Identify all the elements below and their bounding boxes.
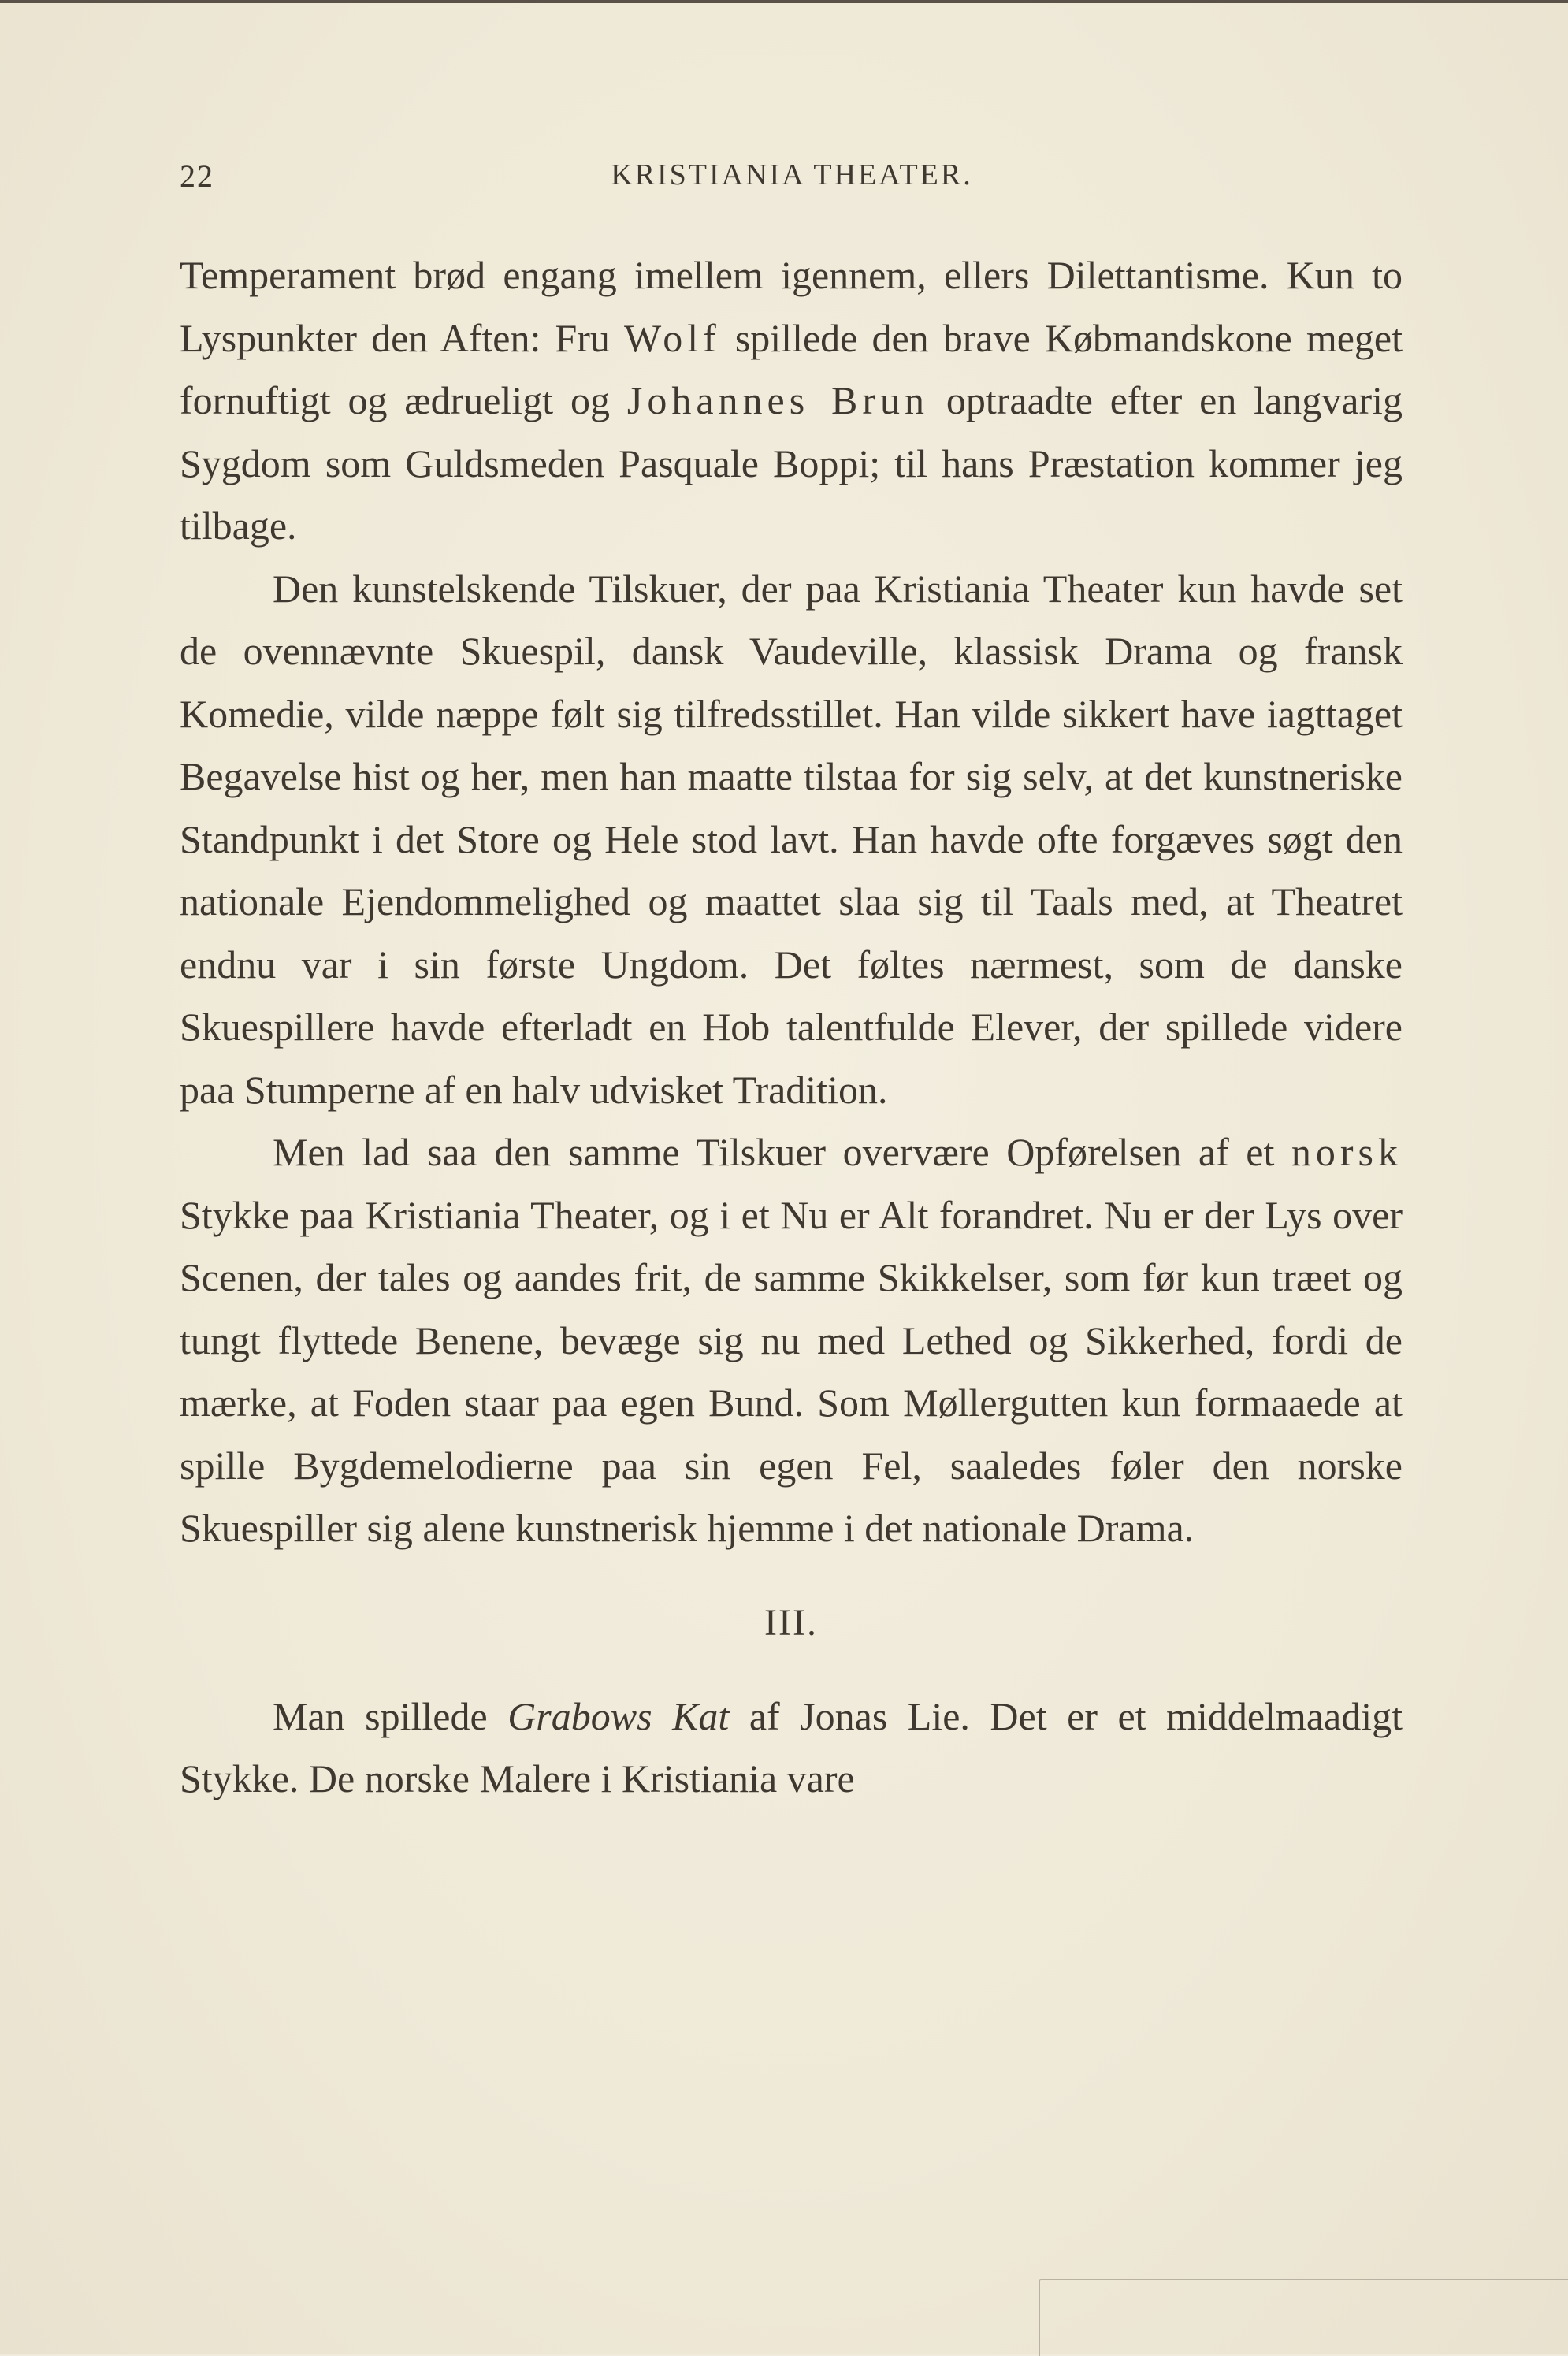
body-text bbox=[180, 244, 1403, 1811]
play-title: Grabows Kat bbox=[507, 1693, 730, 1738]
paragraph-3 bbox=[180, 1121, 1403, 1560]
paragraph-2: Den kunstelskende Tilskuer, der paa Kristiania Theater kun havde set de ovennævnte Skuespil, dansk Vaudeville, klassisk Drama og fransk Komedie, vilde næppe følt sig tilfredsstillet. Han vilde sikkert have iagttaget Begavelse hist og her, men han maatte tilstaa for sig selv, at det kunstneriske Standpunkt i det Store og Hele stod lavt. Han havde ofte forgæves søgt den nationale Ejendommelighed og maattet slaa sig til Taals med, at Theatret endnu var i sin første Ungdom. Det føltes nærmest, som de danske Skuespillere havde efterladt en Hob talentfulde Elever, der spillede videre paa Stumperne af en halv udvisket Tradition. bbox=[180, 566, 1403, 1112]
scan-edge-mark bbox=[1039, 2279, 1568, 2356]
page-top-edge bbox=[0, 0, 1568, 3]
running-head: KRISTIANIA THEATER. bbox=[611, 158, 973, 191]
emphasis-norsk: norsk bbox=[1291, 1130, 1403, 1174]
name-wolf: Wolf bbox=[624, 315, 721, 360]
paragraph-3-text-a: Men lad saa den samme Tilskuer overvære Opførelsen af et bbox=[273, 1130, 1291, 1174]
paragraph-1-text-b: spillede den brave Købmandskone meget fornuftigt og ædrueligt og bbox=[180, 315, 1403, 422]
paragraph-1-text-a: Temperament brød engang imellem igennem, ellers Dilettantisme. Kun to Lyspunkter den Aften: Fru bbox=[180, 253, 1403, 360]
paragraph-4 bbox=[180, 1685, 1403, 1811]
paragraph-3-text-b: Stykke paa Kristiania Theater, og i et Nu er Alt forandret. Nu er der Lys over Scenen, der tales og aandes frit, de samme Skikkelser, som før kun træet og tungt flyttede Benene, bevæge sig nu med Lethed og Sikkerhed, fordi de mærke, at Foden staar paa egen Bund. Som Møllergutten kun formaaede at spille Bygdemelodierne paa sin egen Fel, saaledes føler den norske Skuespiller sig alene kunstnerisk hjemme i det nationale Drama. bbox=[180, 1192, 1403, 1550]
page-number: 22 bbox=[180, 158, 214, 194]
paragraph-1 bbox=[180, 244, 1403, 558]
paragraph-1-text-c: optraadte efter en langvarig Sygdom som Guldsmeden Pasquale Boppi; til hans Præstation kommer jeg tilbage. bbox=[180, 378, 1403, 548]
section-heading: III. bbox=[764, 1601, 818, 1644]
page-header bbox=[180, 158, 1404, 205]
paragraph-4-text-a: Man spillede bbox=[273, 1693, 508, 1738]
paragraph-4-text-b: af Jonas Lie. Det er et middelmaadigt Stykke. De norske Malere i Kristiania vare bbox=[180, 1693, 1403, 1800]
name-johannes-brun: Johannes Brun bbox=[626, 378, 930, 422]
